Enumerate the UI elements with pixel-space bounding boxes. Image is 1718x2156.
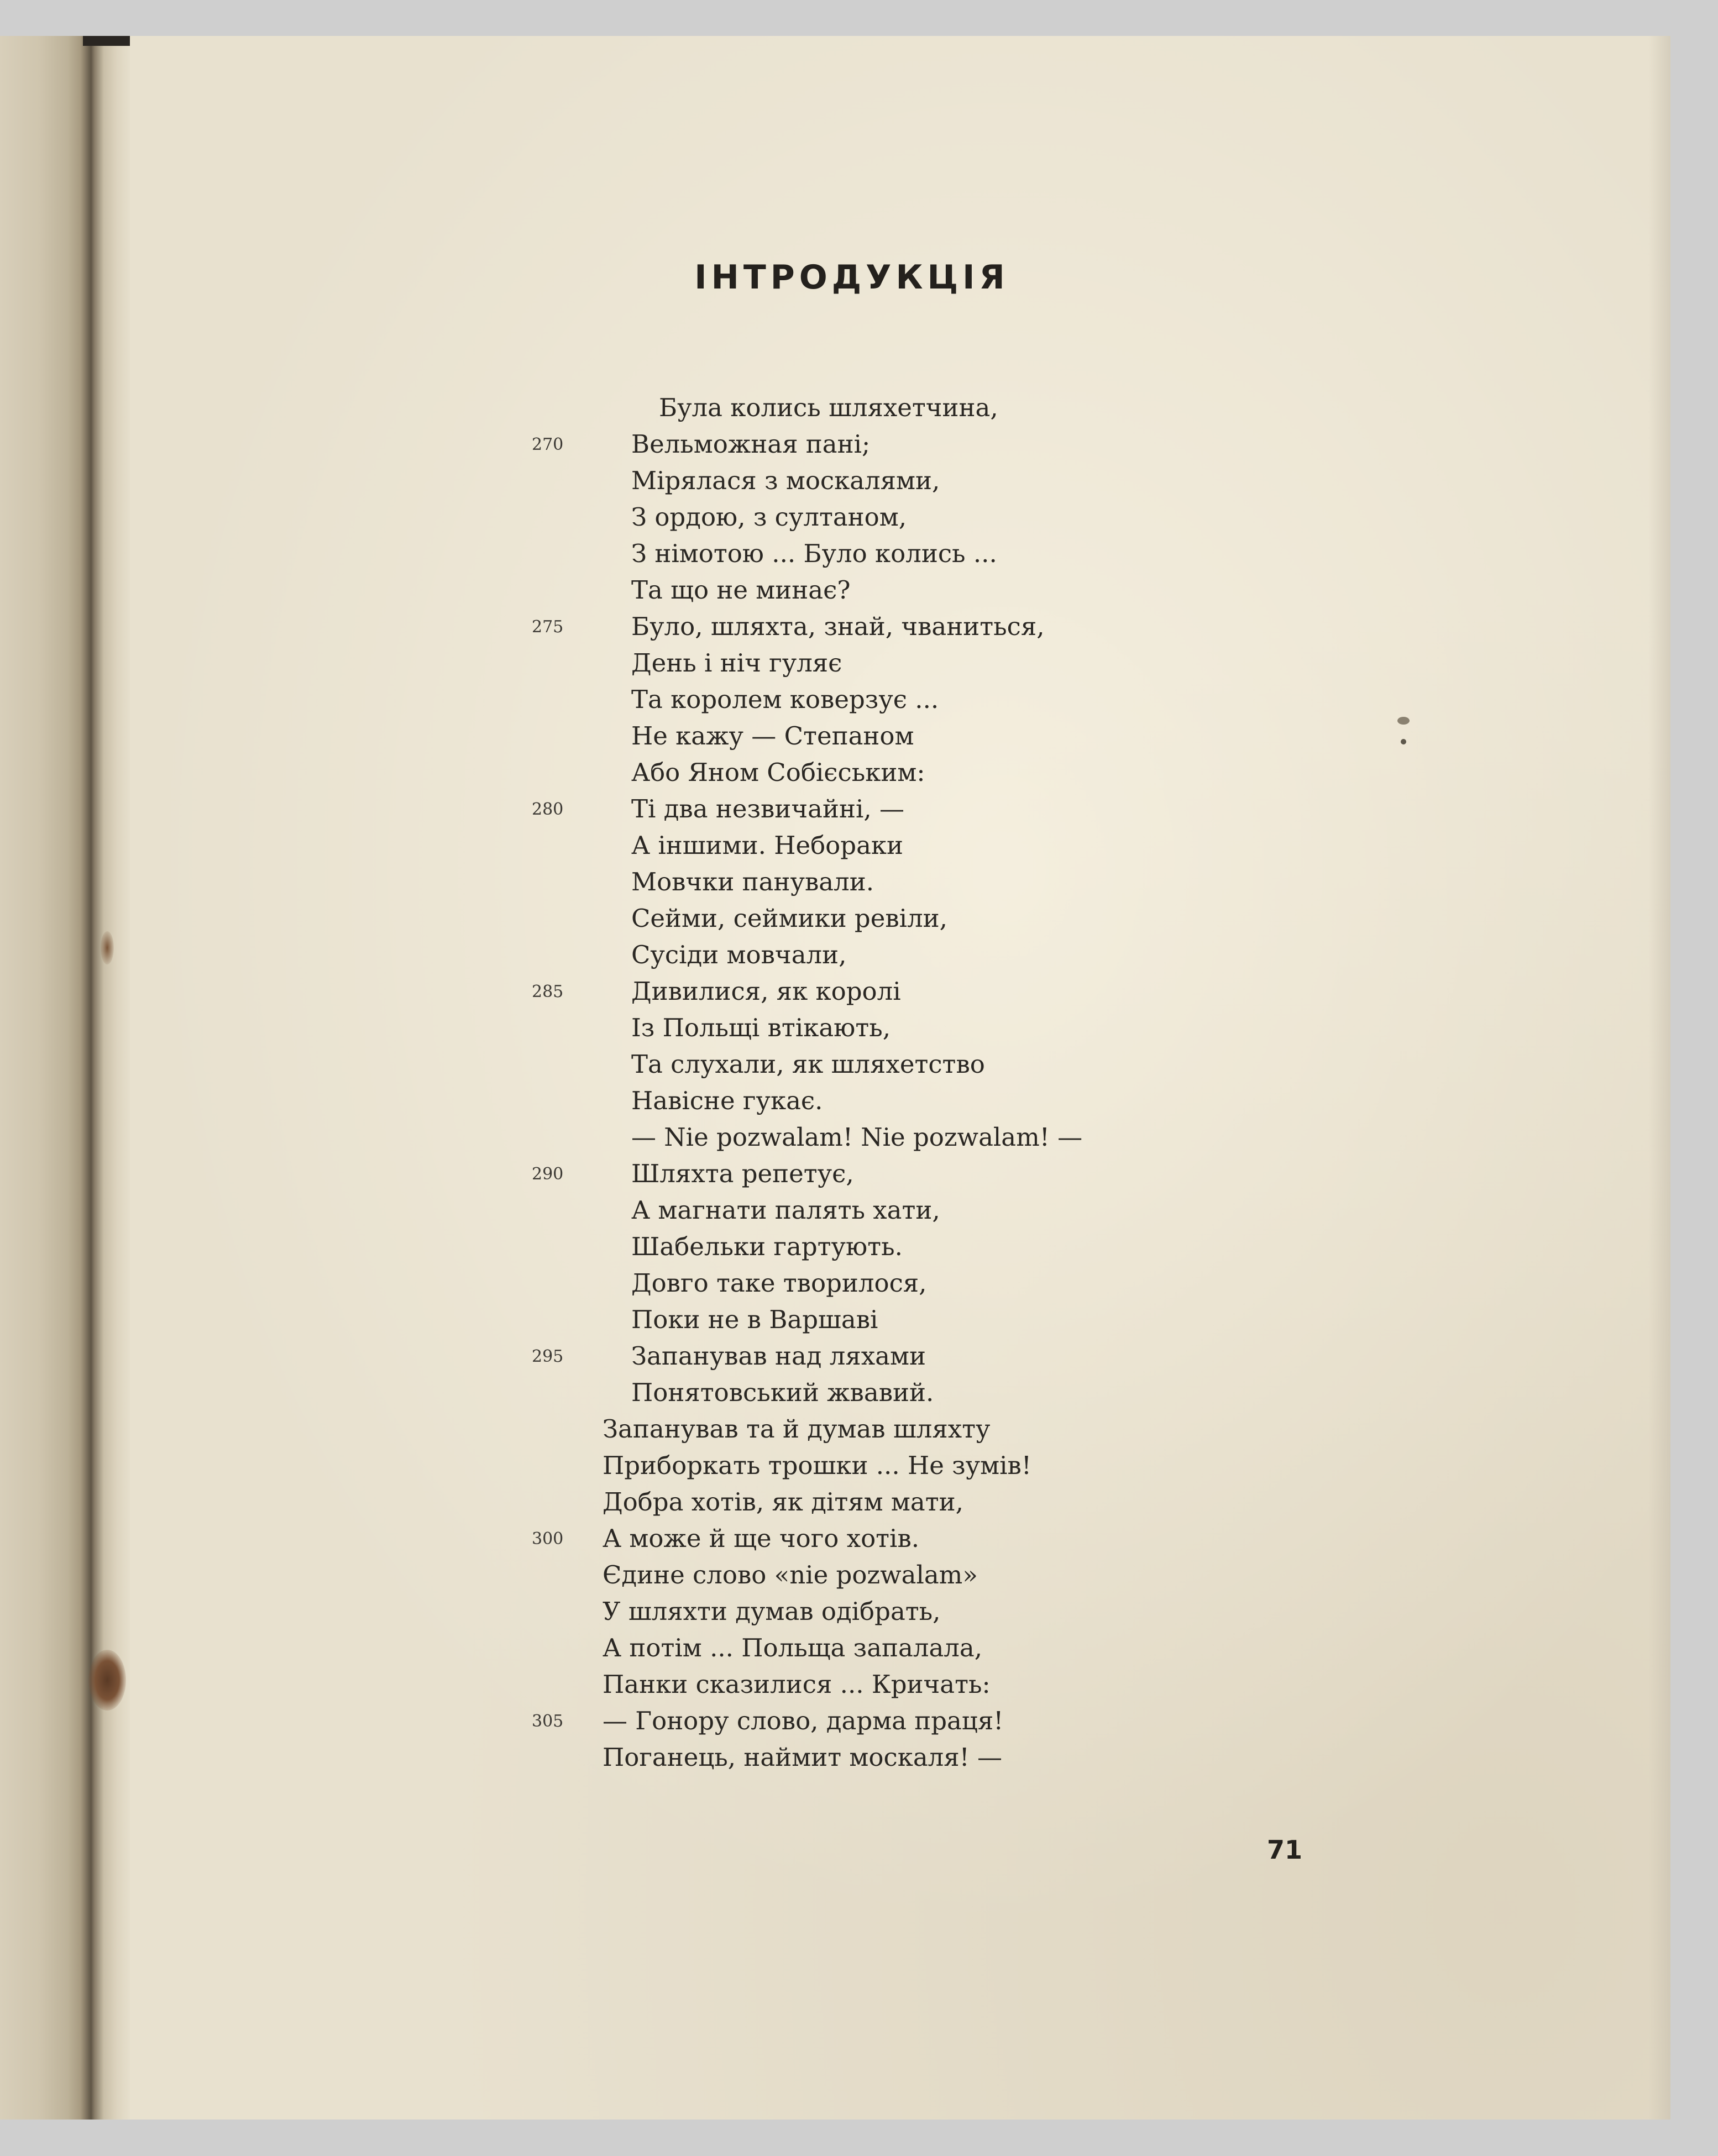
verse-text: Шляхта репетує,	[631, 1159, 854, 1188]
poem-line	[0, 1265, 1670, 1302]
poem-line	[0, 499, 1670, 536]
verse-text: — Nie pozwalam! Nie pozwalam! —	[631, 1122, 1083, 1152]
line-number: 295	[532, 1347, 564, 1366]
line-number: 285	[532, 982, 564, 1001]
verse-text: А може й ще чого хотів.	[603, 1524, 920, 1553]
verse-text: Сусіди мовчали,	[631, 940, 847, 969]
poem-line	[0, 1520, 1670, 1557]
poem-line	[0, 900, 1670, 937]
verse-text: Навісне гукає.	[631, 1086, 823, 1115]
poem-line	[0, 645, 1670, 681]
poem-line	[0, 791, 1670, 827]
poem-line	[0, 1739, 1670, 1776]
page-title: ІНТРОДУКЦІЯ	[694, 258, 1009, 297]
verse-text: Була колись шляхетчина,	[659, 393, 998, 422]
poem-line	[0, 1703, 1670, 1739]
verse-text: Єдине слово «nie pozwalam»	[603, 1560, 978, 1590]
verse-text: Запанував та й думав шляхту	[603, 1414, 991, 1444]
verse-text: А потім ... Польща запалала,	[603, 1633, 982, 1662]
line-number: 300	[532, 1529, 564, 1549]
poem-line	[0, 973, 1670, 1010]
book-page	[0, 36, 1670, 2120]
line-number: 270	[532, 435, 564, 454]
poem-line	[0, 1557, 1670, 1593]
page-number: 71	[1267, 1835, 1303, 1865]
verse-text: Не кажу — Степаном	[631, 721, 914, 751]
poem-line	[0, 1083, 1670, 1119]
line-number: 290	[532, 1164, 564, 1184]
poem-line	[0, 426, 1670, 463]
poem-line	[0, 754, 1670, 791]
poem-line	[0, 1192, 1670, 1229]
verse-text: Приборкать трошки ... Не зумів!	[603, 1451, 1031, 1480]
verse-text: День і ніч гуляє	[631, 648, 842, 678]
verse-text: А іншими. Небораки	[631, 831, 904, 860]
verse-text: Довго таке творилося,	[631, 1268, 927, 1298]
verse-text: Із Польщі втікають,	[631, 1013, 891, 1042]
poem-line	[0, 1666, 1670, 1703]
poem-line	[0, 390, 1670, 426]
line-number: 280	[532, 800, 564, 819]
verse-text: Ті два незвичайні, —	[631, 794, 904, 823]
poem-line	[0, 1447, 1670, 1484]
poem-line	[0, 1411, 1670, 1447]
verse-text: Поки не в Варшаві	[631, 1305, 878, 1334]
verse-text: Та королем коверзує ...	[631, 685, 939, 714]
verse-text: Або Яном Собієським:	[631, 758, 925, 787]
verse-text: У шляхти думав одібрать,	[603, 1597, 941, 1626]
poem-line	[0, 463, 1670, 499]
poem-line	[0, 1046, 1670, 1083]
poem-line	[0, 827, 1670, 864]
verse-text: — Гонору слово, дарма праця!	[603, 1706, 1004, 1735]
poem-line	[0, 1119, 1670, 1156]
verse-text: Було, шляхта, знай, чваниться,	[631, 612, 1045, 641]
poem-line	[0, 536, 1670, 572]
poem-line	[0, 1375, 1670, 1411]
line-number: 305	[532, 1712, 564, 1731]
verse-text: Та слухали, як шляхетство	[631, 1050, 985, 1079]
poem-line	[0, 1338, 1670, 1375]
poem-line	[0, 1630, 1670, 1666]
poem-line	[0, 608, 1670, 645]
verse-text: Запанував над ляхами	[631, 1341, 926, 1371]
poem-line	[0, 572, 1670, 608]
line-number: 275	[532, 617, 564, 637]
book-spine-top-edge	[83, 36, 130, 46]
verse-text: Шабельки гартують.	[631, 1232, 903, 1261]
poem-line	[0, 1156, 1670, 1192]
verse-text: З ордою, з султаном,	[631, 502, 907, 532]
verse-text: Та що не минає?	[631, 575, 851, 605]
verse-text: Поганець, наймит москаля! —	[603, 1743, 1003, 1772]
poem-line	[0, 937, 1670, 973]
verse-text: А магнати палять хати,	[631, 1195, 940, 1225]
poem-line	[0, 1302, 1670, 1338]
verse-text: Мовчки панували.	[631, 867, 874, 896]
poem-line	[0, 1010, 1670, 1046]
verse-text: Мірялася з москалями,	[631, 466, 940, 495]
verse-text: Сейми, сеймики ревіли,	[631, 904, 947, 933]
poem-line	[0, 718, 1670, 754]
poem-line	[0, 1229, 1670, 1265]
verse-text: Панки сказилися ... Кричать:	[603, 1670, 991, 1699]
verse-text: З німотою ... Було колись ...	[631, 539, 997, 568]
poem-line	[0, 681, 1670, 718]
verse-text: Понятовський жвавий.	[631, 1378, 934, 1407]
verse-text: Добра хотів, як дітям мати,	[603, 1487, 963, 1517]
verse-text: Дивилися, як королі	[631, 977, 901, 1006]
poem-line	[0, 864, 1670, 900]
verse-text: Вельможная пані;	[631, 429, 871, 459]
poem-line	[0, 1593, 1670, 1630]
poem-line	[0, 1484, 1670, 1520]
